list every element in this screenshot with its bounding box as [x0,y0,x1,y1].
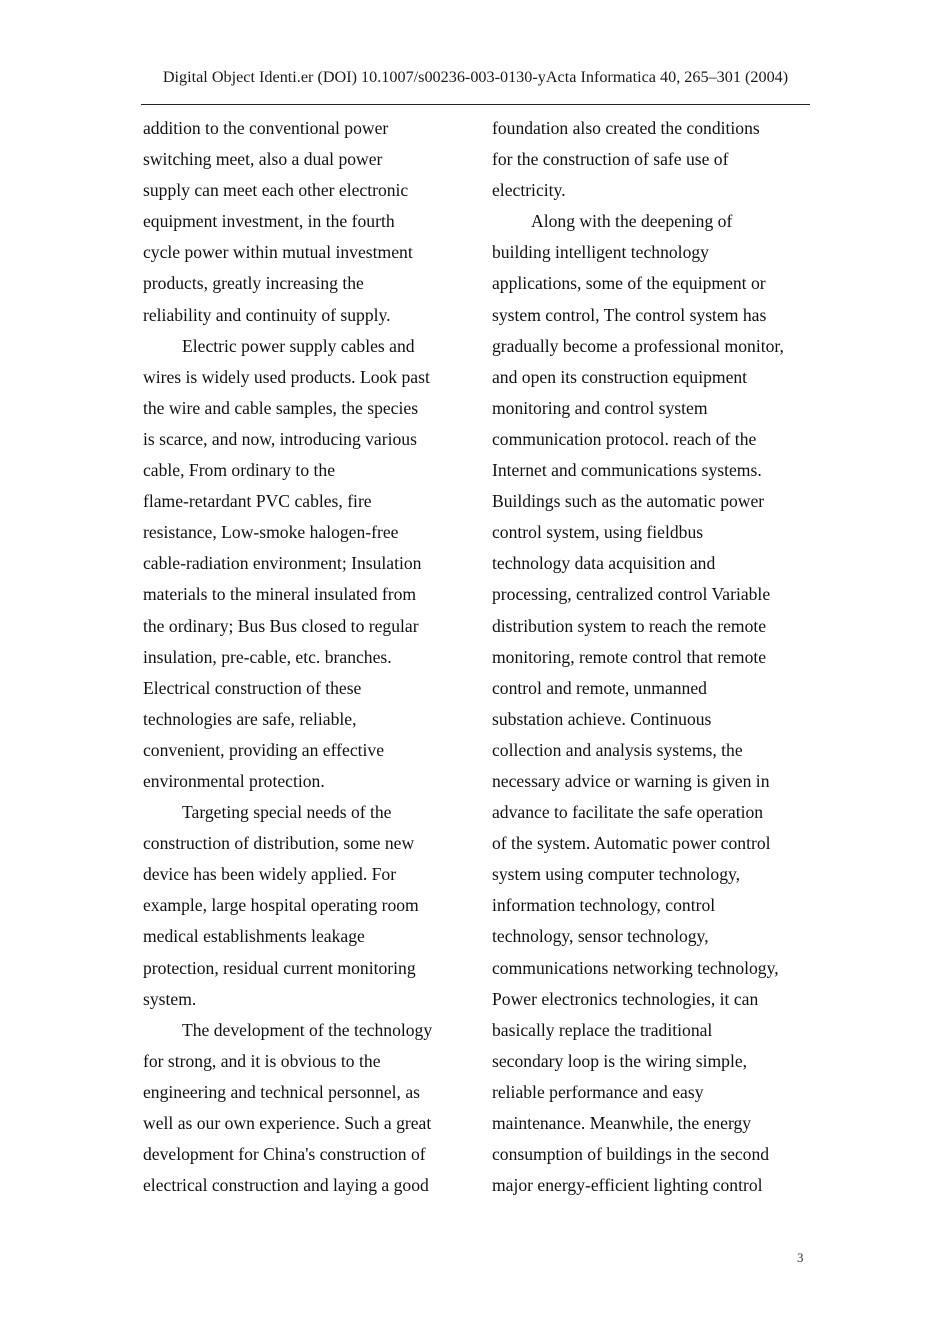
text-line: well as our own experience. Such a great [143,1113,432,1133]
text-line: substation achieve. Continuous [492,708,712,729]
text-line: engineering and technical personnel, as [143,1081,420,1102]
text-line: reliable performance and easy [492,1081,704,1102]
text-line: applications, some of the equipment or [492,273,766,294]
text-line: for the construction of safe use of [492,149,729,170]
text-line: convenient, providing an effective [143,739,385,760]
text-line: Buildings such as the automatic power [492,491,765,512]
text-line: necessary advice or warning is given in [492,770,770,791]
text-line: major energy-efficient lighting control [492,1175,763,1196]
text-line: reliability and continuity of supply. [143,304,391,325]
text-line: of the system. Automatic power control [492,833,771,854]
text-line: Along with the deepening of [531,211,733,232]
text-line: system control, The control system has [492,304,767,325]
header-divider [141,104,810,105]
text-line: development for China's construction of [143,1144,426,1165]
left-text-column [143,113,475,1201]
text-line: materials to the mineral insulated from [143,584,417,605]
text-line: control and remote, unmanned [492,677,707,698]
text-line: Targeting special needs of the [182,802,392,823]
text-line: insulation, pre-cable, etc. branches. [143,646,392,667]
text-line: processing, centralized control Variable [492,584,771,605]
text-line: consumption of buildings in the second [492,1144,770,1165]
text-line: building intelligent technology [492,242,709,263]
text-line: monitoring and control system [492,397,708,418]
text-line: technology, sensor technology, [492,926,709,947]
text-line: monitoring, remote control that remote [492,646,767,667]
text-line: for strong, and it is obvious to the [143,1050,381,1071]
text-line: addition to the conventional power [143,118,389,138]
paragraph [143,331,475,797]
text-line: electricity. [492,180,566,201]
paragraph [143,1015,475,1202]
text-line: advance to facilitate the safe operation [492,802,764,823]
text-line: protection, residual current monitoring [143,957,416,978]
text-line: device has been widely applied. For [143,864,397,885]
paragraph [143,113,475,331]
text-line: secondary loop is the wiring simple, [492,1050,748,1071]
text-line: technologies are safe, reliable, [143,708,357,729]
text-line: products, greatly increasing the [143,273,364,294]
text-line: Electric power supply cables and [182,335,415,356]
running-header-citation: Digital Object Identi.er (DOI) 10.1007/s00236-003-0130-yActa Informatica 40, 265–301 (2004) [162,68,789,86]
text-line: example, large hospital operating room [143,895,419,916]
text-line: control system, using fieldbus [492,522,704,543]
text-line: technology data acquisition and [492,553,716,574]
text-line: supply can meet each other electronic [143,180,409,201]
text-line: wires is widely used products. Look past [143,366,430,387]
text-line: cable-radiation environment; Insulation [143,553,422,574]
text-line: resistance, Low-smoke halogen-free [143,522,399,543]
text-line: Internet and communications systems. [492,460,762,481]
text-line: the ordinary; Bus Bus closed to regular [143,615,419,636]
text-line: basically replace the traditional [492,1019,713,1040]
text-line: is scarce, and now, introducing various [143,428,417,449]
text-line: maintenance. Meanwhile, the energy [492,1113,752,1133]
text-line: foundation also created the conditions [492,118,760,138]
paragraph [492,206,822,1201]
right-text-column [492,113,822,1201]
text-line: medical establishments leakage [143,926,365,947]
text-line: communications networking technology, [492,957,779,978]
text-line: the wire and cable samples, the species [143,397,419,418]
text-line: Power electronics technologies, it can [492,988,759,1009]
text-line: switching meet, also a dual power [143,149,383,170]
text-line: communication protocol. reach of the [492,428,757,449]
text-line: electrical construction and laying a good [143,1175,429,1196]
text-line: distribution system to reach the remote [492,615,767,636]
text-line: cycle power within mutual investment [143,242,413,263]
text-line: system using computer technology, [492,864,741,885]
text-line: The development of the technology [182,1019,433,1040]
text-line: Electrical construction of these [143,677,362,698]
text-line: cable, From ordinary to the [143,460,336,481]
page-number: 3 [797,1250,804,1265]
text-line: construction of distribution, some new [143,833,415,854]
text-line: and open its construction equipment [492,366,748,387]
text-line: information technology, control [492,895,716,916]
text-line: collection and analysis systems, the [492,739,743,760]
text-line: system. [143,988,197,1009]
text-line: equipment investment, in the fourth [143,211,395,232]
text-line: gradually become a professional monitor, [492,335,784,356]
text-line: environmental protection. [143,770,325,791]
paragraph [492,113,822,206]
paragraph [143,797,475,1015]
text-line: flame-retardant PVC cables, fire [143,491,372,512]
